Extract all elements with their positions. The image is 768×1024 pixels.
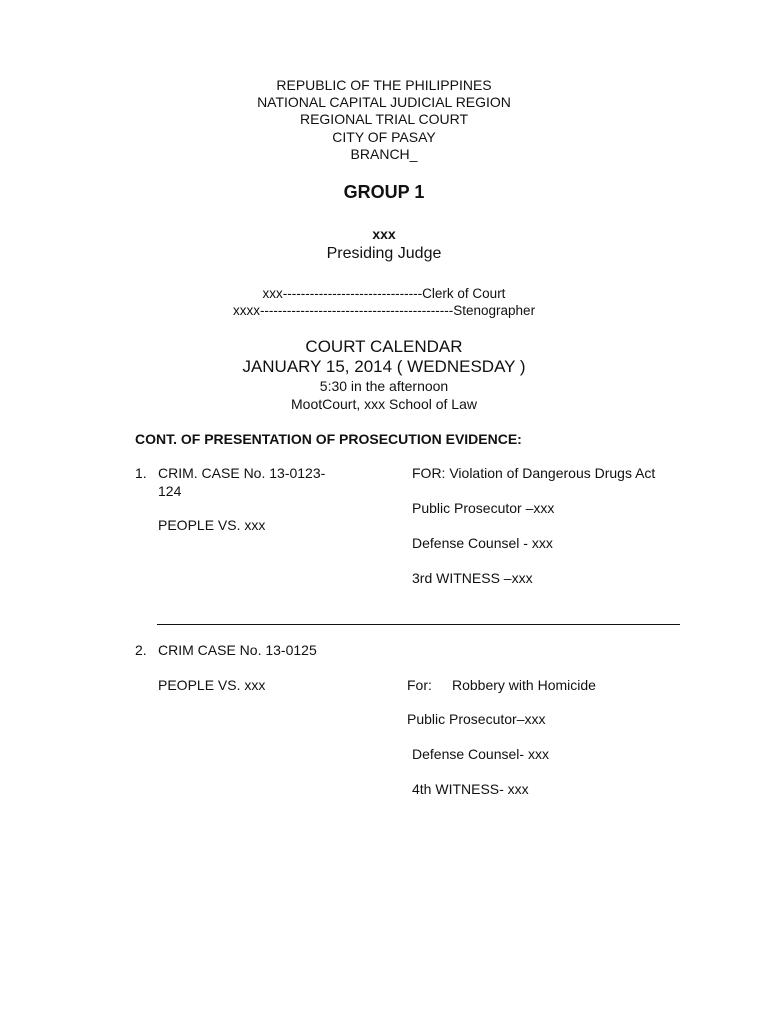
calendar-venue: MootCourt, xxx School of Law <box>291 396 477 412</box>
judge-name: xxx <box>372 226 396 242</box>
header-court: REGIONAL TRIAL COURT <box>299 111 469 127</box>
case-1-case-number: CRIM. CASE No. 13-0123- <box>158 465 326 481</box>
case-1-case-number-cont: 124 <box>158 483 182 499</box>
case-2-defense: Defense Counsel- xxx <box>412 746 549 762</box>
case-1-number: 1. <box>135 465 147 481</box>
divider-line <box>157 624 680 625</box>
case-1-parties: PEOPLE VS. xxx <box>158 517 266 533</box>
case-2-for-label: For: <box>407 677 432 693</box>
header-city: CITY OF PASAY <box>332 129 436 145</box>
calendar-date: JANUARY 15, 2014 ( WEDNESDAY ) <box>242 357 526 376</box>
case-2-witness: 4th WITNESS- xxx <box>412 781 529 797</box>
case-1-prosecutor: Public Prosecutor –xxx <box>412 500 555 516</box>
case-2-charge: Robbery with Homicide <box>452 677 596 693</box>
case-2-case-number: CRIM CASE No. 13-0125 <box>158 642 317 658</box>
case-2-parties: PEOPLE VS. xxx <box>158 677 266 693</box>
clerk-of-court-line: xxx-------------------------------Clerk of Court <box>262 286 506 301</box>
calendar-title: COURT CALENDAR <box>305 337 463 356</box>
header-region: NATIONAL CAPITAL JUDICIAL REGION <box>257 94 511 110</box>
judge-title: Presiding Judge <box>326 245 442 262</box>
header-branch: BRANCH_ <box>350 146 418 162</box>
case-1-witness: 3rd WITNESS –xxx <box>412 570 533 586</box>
calendar-time: 5:30 in the afternoon <box>319 378 449 394</box>
case-1-defense: Defense Counsel - xxx <box>412 535 553 551</box>
stenographer-line: xxxx-------------------------------------------Stenographer <box>232 303 536 318</box>
case-1-charge: FOR: Violation of Dangerous Drugs Act <box>412 465 656 481</box>
section-heading: CONT. OF PRESENTATION OF PROSECUTION EVIDENCE: <box>135 431 522 447</box>
case-2-prosecutor: Public Prosecutor–xxx <box>407 711 546 727</box>
header-republic: REPUBLIC OF THE PHILIPPINES <box>276 77 492 93</box>
group-title: GROUP 1 <box>343 182 425 202</box>
case-2-number: 2. <box>135 642 147 658</box>
